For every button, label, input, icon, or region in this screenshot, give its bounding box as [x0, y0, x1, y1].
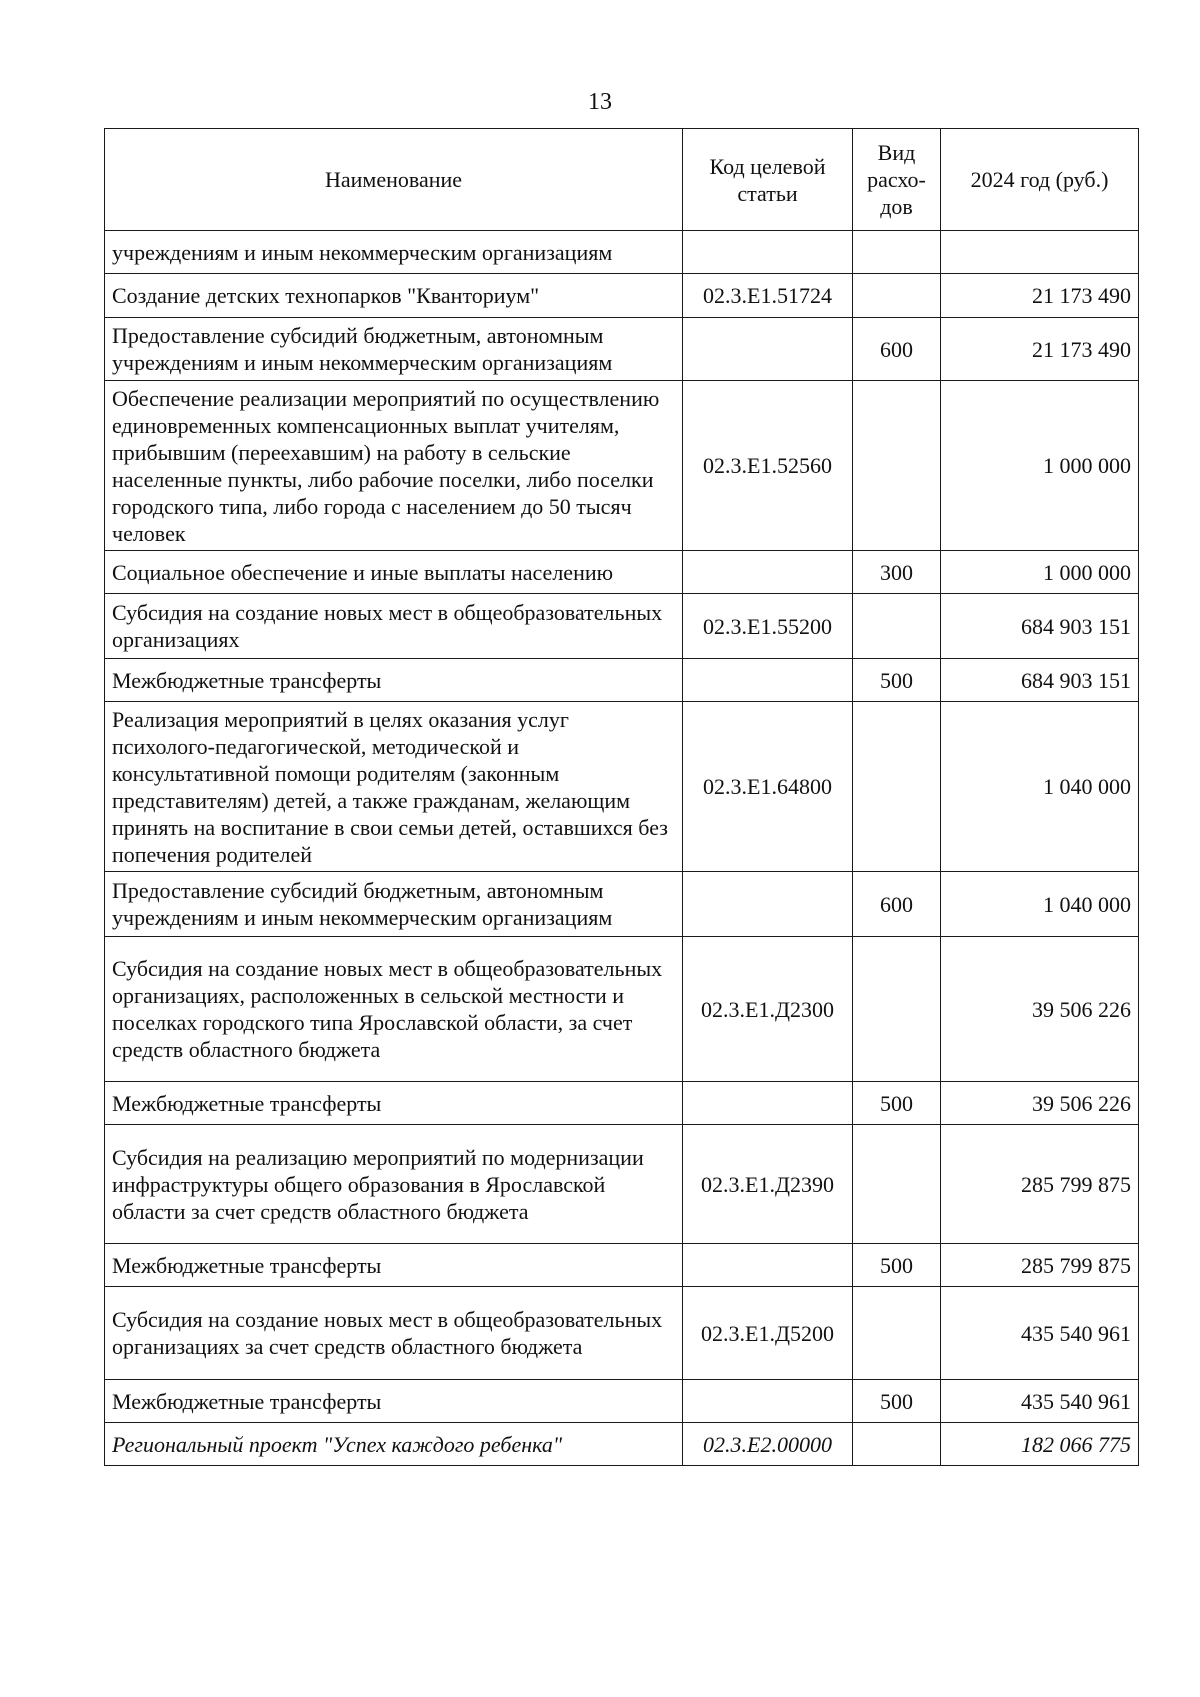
cell-code: 02.3.E2.00000 — [683, 1423, 853, 1466]
cell-type — [853, 702, 941, 872]
cell-type: 500 — [853, 1380, 941, 1423]
cell-name: Субсидия на создание новых мест в общеобразовательных организациях — [105, 594, 683, 659]
cell-name: Межбюджетные трансферты — [105, 1082, 683, 1125]
cell-name: Обеспечение реализации мероприятий по осуществлению единовременных компенсационных выплат учителям, прибывшим (переехавшим) на работу в сельские населенные пункты, либо рабочие поселки, либо поселки городского типа, либо города с населением до 50 тысяч человек — [105, 381, 683, 551]
cell-sum: 1 000 000 — [941, 551, 1139, 594]
header-code: Код целевой статьи — [683, 129, 853, 231]
table-row — [105, 551, 1139, 594]
cell-name: Межбюджетные трансферты — [105, 1244, 683, 1287]
cell-code — [683, 1380, 853, 1423]
cell-sum: 182 066 775 — [941, 1423, 1139, 1466]
cell-name: Предоставление субсидий бюджетным, автономным учреждениям и иным некоммерческим организациям — [105, 318, 683, 381]
table-row — [105, 659, 1139, 702]
cell-code: 02.3.E1.Д2390 — [683, 1125, 853, 1244]
cell-name: учреждениям и иным некоммерческим организациям — [105, 231, 683, 274]
header-sum: 2024 год (руб.) — [941, 129, 1139, 231]
cell-type: 500 — [853, 1244, 941, 1287]
cell-name: Межбюджетные трансферты — [105, 1380, 683, 1423]
cell-type — [853, 937, 941, 1082]
table-header — [105, 129, 1139, 231]
cell-sum: 39 506 226 — [941, 937, 1139, 1082]
header-type: Вид расхо-дов — [853, 129, 941, 231]
cell-sum — [941, 231, 1139, 274]
cell-code: 02.3.E1.Д2300 — [683, 937, 853, 1082]
table-row-project — [105, 1423, 1139, 1466]
table-row — [105, 381, 1139, 551]
header-name: Наименование — [105, 129, 683, 231]
cell-code: 02.3.E1.51724 — [683, 274, 853, 318]
cell-sum: 1 040 000 — [941, 872, 1139, 937]
cell-code — [683, 318, 853, 381]
cell-sum: 285 799 875 — [941, 1244, 1139, 1287]
cell-sum: 21 173 490 — [941, 274, 1139, 318]
cell-sum: 684 903 151 — [941, 659, 1139, 702]
table-row — [105, 937, 1139, 1082]
cell-type: 600 — [853, 872, 941, 937]
cell-name: Создание детских технопарков "Кванториум" — [105, 274, 683, 318]
table-row — [105, 1125, 1139, 1244]
cell-name: Предоставление субсидий бюджетным, автономным учреждениям и иным некоммерческим организациям — [105, 872, 683, 937]
cell-sum: 684 903 151 — [941, 594, 1139, 659]
cell-code: 02.3.E1.64800 — [683, 702, 853, 872]
cell-type — [853, 381, 941, 551]
cell-type: 300 — [853, 551, 941, 594]
cell-name: Субсидия на создание новых мест в общеобразовательных организациях за счет средств областного бюджета — [105, 1287, 683, 1380]
table-row — [105, 274, 1139, 318]
cell-type: 500 — [853, 1082, 941, 1125]
cell-type: 500 — [853, 659, 941, 702]
cell-sum: 1 040 000 — [941, 702, 1139, 872]
table-row — [105, 1287, 1139, 1380]
cell-type: 600 — [853, 318, 941, 381]
cell-sum: 21 173 490 — [941, 318, 1139, 381]
cell-name: Региональный проект "Успех каждого ребенка" — [105, 1423, 683, 1466]
cell-name: Субсидия на создание новых мест в общеобразовательных организациях, расположенных в сельской местности и поселках городского типа Ярославской области, за счет средств областного бюджета — [105, 937, 683, 1082]
table-row — [105, 1082, 1139, 1125]
cell-name: Субсидия на реализацию мероприятий по модернизации инфраструктуры общего образования в Ярославской области за счет средств областного бюджета — [105, 1125, 683, 1244]
cell-code — [683, 872, 853, 937]
cell-code — [683, 659, 853, 702]
cell-code — [683, 231, 853, 274]
cell-code: 02.3.E1.Д5200 — [683, 1287, 853, 1380]
cell-type — [853, 1287, 941, 1380]
cell-code: 02.3.E1.52560 — [683, 381, 853, 551]
cell-type — [853, 274, 941, 318]
cell-code — [683, 1244, 853, 1287]
cell-type — [853, 231, 941, 274]
table-row — [105, 872, 1139, 937]
cell-type — [853, 594, 941, 659]
cell-name: Реализация мероприятий в целях оказания услуг психолого-педагогической, методической и консультативной помощи родителям (законным представителям) детей, а также гражданам, желающим принять на воспитание в свои семьи детей, оставшихся без попечения родителей — [105, 702, 683, 872]
table-row — [105, 231, 1139, 274]
table-row — [105, 1244, 1139, 1287]
cell-code: 02.3.E1.55200 — [683, 594, 853, 659]
header-row — [105, 129, 1139, 231]
cell-name: Межбюджетные трансферты — [105, 659, 683, 702]
cell-type — [853, 1423, 941, 1466]
cell-type — [853, 1125, 941, 1244]
page-number: 13 — [588, 89, 612, 115]
cell-sum: 435 540 961 — [941, 1287, 1139, 1380]
cell-sum: 285 799 875 — [941, 1125, 1139, 1244]
cell-code — [683, 551, 853, 594]
table-row — [105, 318, 1139, 381]
table-row — [105, 1380, 1139, 1423]
budget-table — [104, 128, 1139, 1466]
cell-sum: 39 506 226 — [941, 1082, 1139, 1125]
table-body — [105, 231, 1139, 1466]
cell-code — [683, 1082, 853, 1125]
table-row — [105, 702, 1139, 872]
cell-sum: 1 000 000 — [941, 381, 1139, 551]
cell-name: Социальное обеспечение и иные выплаты населению — [105, 551, 683, 594]
cell-sum: 435 540 961 — [941, 1380, 1139, 1423]
table-row — [105, 594, 1139, 659]
